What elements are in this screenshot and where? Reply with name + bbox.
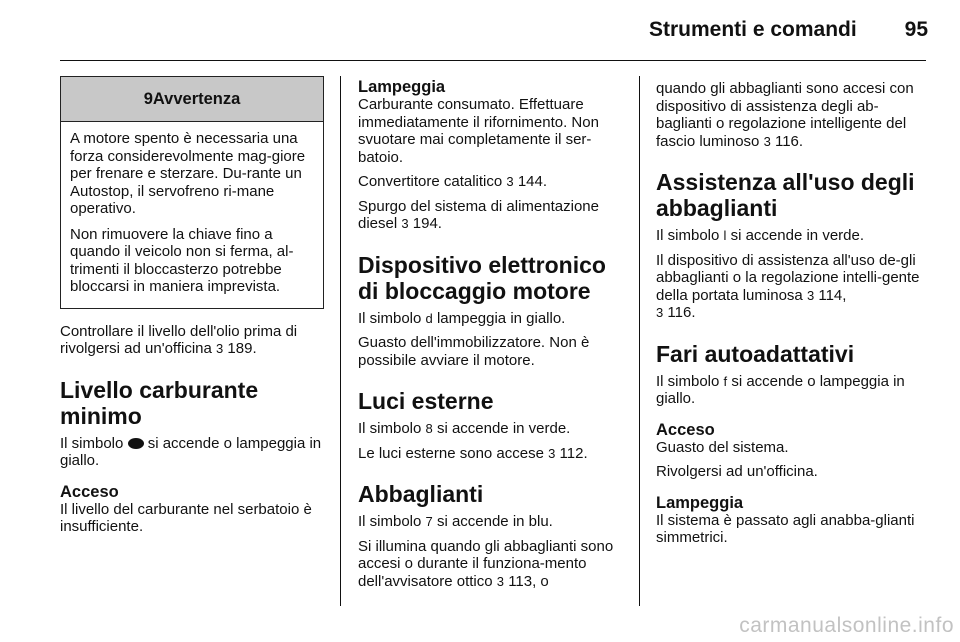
immobilizer-text: Guasto dell'immobilizzatore. Non è possibile avviare il motore. — [358, 334, 590, 369]
warning-title: Avvertenza — [152, 89, 241, 108]
fuel-blink-text: Carburante consumato. Effettuare immediatamente il rifornimento. Non svuotare mai completamente il ser-batoio. — [358, 96, 599, 166]
warning-body — [61, 122, 323, 308]
beam-assist-icon: l — [723, 228, 727, 243]
column-1 — [60, 0, 324, 543]
page-header-title: Strumenti e comandi — [649, 18, 857, 41]
watermark: carmanualsonline.info — [739, 614, 954, 637]
adaptive-on-heading: Acceso — [656, 420, 715, 439]
page-ref-icon: 3 — [656, 305, 664, 320]
column-3 — [656, 80, 928, 554]
fuel-on-heading: Acceso — [60, 482, 119, 501]
warning-header — [61, 77, 323, 122]
page-ref-icon: 3 — [216, 341, 224, 356]
high-beam-symbol-text: Il simbolo 7 si accende in blu. — [358, 513, 553, 530]
adaptive-blink-text: Il sistema è passato agli anabba-glianti simmetrici. — [656, 511, 915, 546]
page-ref-icon: 3 — [763, 133, 771, 149]
exterior-symbol-text: Il simbolo 8 si accende in verde. — [358, 420, 571, 437]
high-beam-text: Si illumina quando gli abbaglianti sono accesi o durante il funziona-mento dell'avvisatore ottico 3 113, o — [358, 537, 614, 590]
beam-assist-symbol-text: Il simbolo l si accende in verde. — [656, 227, 865, 244]
column-divider-1 — [340, 76, 341, 606]
adaptive-on-text-2: Rivolgersi ad un'officina. — [656, 463, 818, 480]
page-ref-icon: 3 — [506, 174, 514, 189]
beam-assist-text: Il dispositivo di assistenza all'uso de-gli abbaglianti o la regolazione intelli-gente della portata luminosa 3 114, 3 116. — [656, 251, 920, 321]
page-ref: 189. — [227, 340, 257, 357]
fuel-drop-icon — [128, 438, 144, 449]
adaptive-light-icon: f — [723, 373, 728, 389]
immobilizer-heading: Dispositivo elettronico di bloccaggio motore — [358, 251, 606, 304]
high-beam-heading: Abbaglianti — [358, 481, 484, 507]
catalytic-text: Convertitore catalitico 3 144. — [358, 173, 548, 190]
adaptive-lights-heading: Fari autoadattativi — [656, 340, 855, 367]
column-divider-2 — [639, 76, 640, 606]
warning-paragraph: A motore spento è necessaria una forza considerevolmente mag-giore per frenare e sterzare. Du-rante un Autostop, il servofreno ri-mane operativo. — [70, 130, 306, 217]
fuel-level-heading: Livello carburante minimo — [60, 376, 259, 429]
adaptive-symbol-text: Il simbolo f si accende o lampeggia in giallo. — [656, 372, 905, 407]
exterior-lights-heading: Luci esterne — [358, 388, 494, 414]
adaptive-on-text: Guasto del sistema. — [656, 438, 789, 456]
fuel-symbol-text: Il simbolo si accende o lampeggia in giallo. — [60, 434, 322, 469]
diesel-text: Spurgo del sistema di alimentazione diesel 3 194. — [358, 197, 599, 232]
page-ref-icon: 3 — [548, 445, 556, 461]
oil-check-text: Controllare il livello dell'olio prima di rivolgersi ad un'officina 3 189. — [60, 322, 298, 357]
immobilizer-symbol-text: Il simbolo d lampeggia in giallo. — [358, 309, 566, 327]
column-2 — [358, 78, 620, 597]
warning-box — [60, 76, 324, 309]
page-number: 95 — [904, 18, 928, 41]
high-beam-continued: quando gli abbaglianti sono accesi con dispositivo di assistenza degli ab-baglianti o regolazione intelligente del fascio luminoso 3 116. — [656, 80, 914, 150]
warning-icon: 9 — [143, 89, 153, 108]
warning-paragraph: Non rimuovere la chiave fino a quando il veicolo non si ferma, al-trimenti il bloccasterzo potrebbe bloccarsi in maniera imprevista. — [70, 225, 294, 295]
page-ref-icon: 3 — [401, 216, 409, 231]
page-ref-icon: 3 — [806, 287, 815, 303]
fuel-on-text: Il livello del carburante nel serbatoio è insufficiente. — [60, 500, 312, 535]
exterior-text: Le luci esterne sono accese 3 112. — [358, 444, 588, 462]
high-beam-icon: 7 — [425, 514, 433, 529]
fuel-blink-heading: Lampeggia — [358, 78, 446, 96]
beam-assist-heading: Assistenza all'uso degli abbaglianti — [656, 169, 915, 221]
immobilizer-icon: d — [425, 310, 433, 326]
adaptive-blink-heading: Lampeggia — [656, 493, 744, 512]
exterior-light-icon: 8 — [425, 421, 433, 436]
page-ref-icon: 3 — [496, 573, 505, 589]
